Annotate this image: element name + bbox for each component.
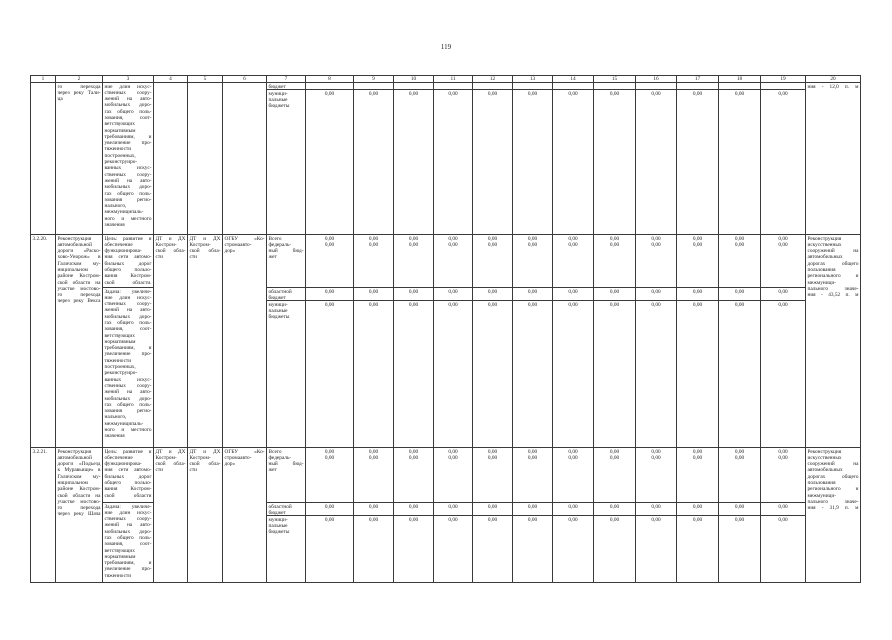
result-text: Реконструкция искусственных сооружений на автомобильных дорогах общего пользования регионального и межмуници- пального значе- ния - 31,9 п. м <box>806 448 861 583</box>
value-federal: 0,00 <box>734 241 745 248</box>
value-federal: 0,00 <box>487 241 498 248</box>
value-cell-total-federal <box>473 448 513 503</box>
value-cell-regional: 0,00 <box>473 503 513 516</box>
value-cell-municipal: 0,00 <box>553 90 594 235</box>
value-cell-regional: 0,00 <box>636 288 677 301</box>
value-cell-regional: 0,00 <box>473 288 513 301</box>
value-cell-municipal: 0,00 <box>719 516 761 583</box>
value-federal: 0,00 <box>734 454 745 461</box>
value-total: 0,00 <box>734 448 745 455</box>
task-text: Задача: увеличе- ние длин искус- ственных соору- жений на авто- мобильных доро- гах общего поль- зования, соот- ветствующих нормативным требованиям, и увеличение про- тяженности построенных, реконструиро- ванных искус- ственных соору- жений на авто- мобильных доро- гах общего поль- зования регио- нального, межмуниципаль- ного и местного значения <box>103 288 154 448</box>
value-cell-total-federal <box>354 448 394 503</box>
column-number: 19 <box>761 76 806 83</box>
value-cell-regional: 0,00 <box>513 503 553 516</box>
column-number: 18 <box>719 76 761 83</box>
value-federal: 0,00 <box>692 454 703 461</box>
customer <box>154 83 188 235</box>
value-cell-municipal: 0,00 <box>594 90 636 235</box>
value-total: 0,00 <box>692 235 703 242</box>
value-cell-regional <box>761 83 806 90</box>
value-cell-total-federal <box>306 235 354 288</box>
value-cell-municipal: 0,00 <box>394 90 434 235</box>
value-cell-municipal: 0,00 <box>473 301 513 448</box>
value-cell-total-federal <box>636 235 677 288</box>
goal-text: Цель: развитие и обеспечение функционирова- ния сети автомо- бильных дорог общего пользо- вания Костром- ской области. <box>103 235 154 288</box>
value-cell-regional: 0,00 <box>553 288 594 301</box>
value-cell-regional: 0,00 <box>513 288 553 301</box>
value-cell-regional: 0,00 <box>719 288 761 301</box>
customer: ДТ и ДХ Костром- ской обла- сти <box>154 235 188 448</box>
value-total: 0,00 <box>324 235 335 242</box>
value-cell-municipal: 0,00 <box>719 90 761 235</box>
value-cell-regional: 0,00 <box>553 503 594 516</box>
value-total: 0,00 <box>734 235 745 242</box>
funding-source-total: Всего <box>268 448 282 455</box>
value-cell-municipal: 0,00 <box>473 516 513 583</box>
value-federal: 0,00 <box>368 454 379 461</box>
value-cell-municipal: 0,00 <box>677 516 719 583</box>
value-total: 0,00 <box>778 448 788 455</box>
value-cell-regional: 0,00 <box>594 503 636 516</box>
funding-source-regional: областной бюджет <box>267 503 306 516</box>
funding-source-municipal: муници- пальные бюджеты <box>267 301 306 448</box>
value-cell-municipal: 0,00 <box>434 90 473 235</box>
funding-source-municipal: муници- пальные бюджеты <box>267 90 306 235</box>
value-cell-municipal: 0,00 <box>594 516 636 583</box>
value-cell-total-federal <box>677 235 719 288</box>
value-federal: 0,00 <box>568 454 578 461</box>
value-cell-regional <box>719 83 761 90</box>
funding-source-total-federal <box>267 448 306 503</box>
value-cell-total-federal <box>306 448 354 503</box>
value-cell-total-federal <box>394 448 434 503</box>
value-total: 0,00 <box>368 235 379 242</box>
value-cell-total-federal <box>513 448 553 503</box>
value-cell-regional <box>354 83 394 90</box>
value-federal: 0,00 <box>527 241 538 248</box>
column-number: 10 <box>394 76 434 83</box>
value-cell-regional <box>513 83 553 90</box>
funding-source-total: Всего <box>268 235 282 242</box>
value-cell-municipal: 0,00 <box>394 301 434 448</box>
result-text: Реконструкция искусственных сооружений на автомобильных дорогах общего пользования регионального и межмуници- пального значе- ния - 43,52 п. м <box>806 235 861 448</box>
value-cell-regional: 0,00 <box>354 288 394 301</box>
value-cell-total-federal <box>636 448 677 503</box>
column-number: 5 <box>188 76 223 83</box>
value-cell-municipal: 0,00 <box>306 516 354 583</box>
value-cell-municipal: 0,00 <box>306 90 354 235</box>
column-number: 7 <box>267 76 306 83</box>
value-cell-municipal: 0,00 <box>761 90 806 235</box>
value-cell-total-federal <box>473 235 513 288</box>
value-cell-total-federal <box>761 235 806 288</box>
value-cell-regional <box>394 83 434 90</box>
value-cell-total-federal <box>677 448 719 503</box>
value-total: 0,00 <box>487 235 498 242</box>
value-federal: 0,00 <box>568 241 578 248</box>
value-federal: 0,00 <box>778 454 788 461</box>
column-number: 16 <box>636 76 677 83</box>
value-federal: 0,00 <box>408 454 419 461</box>
value-total: 0,00 <box>692 448 703 455</box>
value-cell-municipal: 0,00 <box>394 516 434 583</box>
row-number: 3.2.20. <box>31 235 56 448</box>
result-text: ния - 12,0 п. м <box>806 83 861 235</box>
value-cell-regional: 0,00 <box>677 288 719 301</box>
value-cell-total-federal <box>719 235 761 288</box>
value-cell-regional <box>434 83 473 90</box>
value-federal: 0,00 <box>368 241 379 248</box>
executor: ДТ и ДХ Костром- ской обла- сти <box>188 448 223 583</box>
value-cell-municipal: 0,00 <box>434 301 473 448</box>
value-cell-municipal: 0,00 <box>719 301 761 448</box>
value-total: 0,00 <box>487 448 498 455</box>
funding-source-regional: бюджет <box>267 83 306 90</box>
value-cell-total-federal <box>513 235 553 288</box>
value-cell-regional <box>594 83 636 90</box>
value-cell-total-federal <box>719 448 761 503</box>
object-name: Реконструкция автомобильной дороги «Раско- хово-Унорож» в Галичском му- ниципальном районе Костром- ской области на участке мостово- го перехода через реку Векса <box>56 235 103 448</box>
value-federal: 0,00 <box>448 454 458 461</box>
value-cell-municipal: 0,00 <box>473 90 513 235</box>
value-cell-municipal: 0,00 <box>636 301 677 448</box>
value-total: 0,00 <box>324 448 335 455</box>
value-cell-regional: 0,00 <box>306 288 354 301</box>
task-text: Задача: увеличе- ние длин искус- ственных соору- жений на авто- мобильных доро- гах общего поль- зования, соот- ветствующих нормативным требованиям, и увеличение про- тяженности <box>103 503 154 583</box>
value-cell-municipal: 0,00 <box>636 90 677 235</box>
value-cell-municipal: 0,00 <box>513 516 553 583</box>
value-cell-municipal: 0,00 <box>677 301 719 448</box>
value-cell-municipal: 0,00 <box>553 516 594 583</box>
value-cell-total-federal <box>354 235 394 288</box>
value-total: 0,00 <box>568 448 578 455</box>
column-number: 8 <box>306 76 354 83</box>
value-cell-total-federal <box>594 235 636 288</box>
funding-source-federal: федераль- ный бюд- жет <box>268 241 304 261</box>
value-federal: 0,00 <box>609 454 620 461</box>
value-total: 0,00 <box>527 235 538 242</box>
value-total: 0,00 <box>527 448 538 455</box>
value-federal: 0,00 <box>609 241 620 248</box>
column-number: 3 <box>103 76 154 83</box>
program-table <box>30 75 861 583</box>
goal-text: Цель: развитие и обеспечение функционирова- ния сети автомо- бильных дорог общего пользо- вания Костром- ской области <box>103 448 154 503</box>
value-federal: 0,00 <box>527 454 538 461</box>
value-cell-regional: 0,00 <box>761 503 806 516</box>
value-federal: 0,00 <box>692 241 703 248</box>
value-federal: 0,00 <box>324 241 335 248</box>
executor <box>188 83 223 235</box>
value-cell-municipal: 0,00 <box>594 301 636 448</box>
value-cell-municipal: 0,00 <box>513 301 553 448</box>
column-number: 2 <box>56 76 103 83</box>
value-total: 0,00 <box>609 235 620 242</box>
value-cell-regional <box>677 83 719 90</box>
object-name: го перехода через реку Тали- ца <box>56 83 103 235</box>
value-total: 0,00 <box>368 448 379 455</box>
executor-organization: ОГБУ «Ко- стромаавто- дор» <box>223 235 267 448</box>
object-name: Реконструкция автомобильной дороги «Подъезд к Муравьище» в Галичском му- ниципальном районе Костром- ской области на участке мостово- го перехода через реку Шача <box>56 448 103 583</box>
value-total: 0,00 <box>448 448 458 455</box>
value-cell-regional: 0,00 <box>434 288 473 301</box>
column-number: 13 <box>513 76 553 83</box>
value-cell-regional <box>636 83 677 90</box>
column-number: 20 <box>806 76 861 83</box>
value-cell-regional <box>553 83 594 90</box>
column-number: 11 <box>434 76 473 83</box>
value-cell-regional: 0,00 <box>394 288 434 301</box>
value-cell-total-federal <box>761 448 806 503</box>
customer: ДТ и ДХ Костром- ской обла- сти <box>154 448 188 583</box>
value-federal: 0,00 <box>487 454 498 461</box>
value-federal: 0,00 <box>651 454 661 461</box>
column-number: 1 <box>31 76 56 83</box>
executor-organization: ОГБУ «Ко- стромаавто- дор» <box>223 448 267 583</box>
value-cell-regional <box>473 83 513 90</box>
value-cell-municipal: 0,00 <box>761 516 806 583</box>
row-number: 3.2.21. <box>31 448 56 583</box>
value-cell-regional: 0,00 <box>594 288 636 301</box>
value-total: 0,00 <box>651 448 661 455</box>
value-cell-municipal: 0,00 <box>761 301 806 448</box>
funding-source-federal: федераль- ный бюд- жет <box>268 454 304 474</box>
value-cell-municipal: 0,00 <box>553 301 594 448</box>
value-total: 0,00 <box>778 235 788 242</box>
value-cell-regional: 0,00 <box>761 288 806 301</box>
funding-source-regional: областной бюджет <box>267 288 306 301</box>
value-federal: 0,00 <box>778 241 788 248</box>
value-cell-regional: 0,00 <box>719 503 761 516</box>
value-federal: 0,00 <box>324 454 335 461</box>
value-cell-municipal: 0,00 <box>434 516 473 583</box>
column-number: 17 <box>677 76 719 83</box>
value-cell-total-federal <box>594 448 636 503</box>
value-cell-municipal: 0,00 <box>636 516 677 583</box>
value-total: 0,00 <box>448 235 458 242</box>
column-number: 12 <box>473 76 513 83</box>
value-cell-regional: 0,00 <box>306 503 354 516</box>
value-total: 0,00 <box>408 448 419 455</box>
value-cell-municipal: 0,00 <box>354 301 394 448</box>
value-cell-total-federal <box>553 235 594 288</box>
value-cell-regional: 0,00 <box>636 503 677 516</box>
value-cell-regional: 0,00 <box>434 503 473 516</box>
value-total: 0,00 <box>568 235 578 242</box>
value-cell-total-federal <box>434 235 473 288</box>
value-total: 0,00 <box>408 235 419 242</box>
value-cell-total-federal <box>553 448 594 503</box>
value-federal: 0,00 <box>448 241 458 248</box>
column-number: 6 <box>223 76 267 83</box>
funding-source-municipal: муници- пальные бюджеты <box>267 516 306 583</box>
column-number: 15 <box>594 76 636 83</box>
column-number: 9 <box>354 76 394 83</box>
value-cell-total-federal <box>394 235 434 288</box>
value-cell-municipal: 0,00 <box>354 516 394 583</box>
value-cell-regional: 0,00 <box>394 503 434 516</box>
value-cell-municipal: 0,00 <box>513 90 553 235</box>
column-number: 4 <box>154 76 188 83</box>
value-cell-municipal: 0,00 <box>354 90 394 235</box>
value-cell-regional: 0,00 <box>354 503 394 516</box>
page-number: 119 <box>440 43 452 51</box>
executor: ДТ и ДХ Костром- ской обла- сти <box>188 235 223 448</box>
value-cell-regional <box>306 83 354 90</box>
value-cell-total-federal <box>434 448 473 503</box>
value-cell-municipal: 0,00 <box>306 301 354 448</box>
value-cell-regional: 0,00 <box>677 503 719 516</box>
executor-organization <box>223 83 267 235</box>
funding-source-total-federal <box>267 235 306 288</box>
goal-task-text: ние длин искус- ственных соору- жений на авто- мобильных доро- гах общего поль- зования, соот- ветствующих нормативным требованиям, и увеличение про- тяженности построенных, реконструиро- ванных искус- ственных соору- жений на авто- мобильных доро- гах общего поль- зования регио- нального, межмуниципаль- ного и местного значения <box>103 83 154 235</box>
value-cell-municipal: 0,00 <box>677 90 719 235</box>
value-federal: 0,00 <box>651 241 661 248</box>
value-total: 0,00 <box>609 448 620 455</box>
value-federal: 0,00 <box>408 241 419 248</box>
column-number: 14 <box>553 76 594 83</box>
value-total: 0,00 <box>651 235 661 242</box>
row-number <box>31 83 56 235</box>
